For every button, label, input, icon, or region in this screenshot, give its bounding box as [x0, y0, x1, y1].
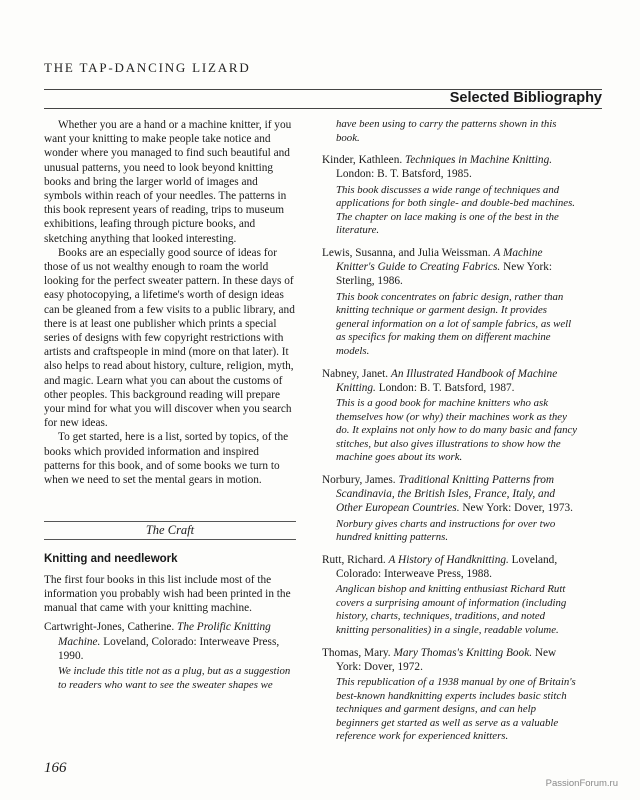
bib-title: Mary Thomas's Knitting Book.	[393, 646, 533, 659]
bib-citation	[44, 620, 296, 663]
bib-title: Techniques in Machine Knitting.	[405, 154, 553, 167]
bib-entry	[322, 553, 578, 638]
bib-note: This book discusses a wide range of techniques and applications for both single- and double-bed machines. The chapter on lace making is one of the best in the literature.	[336, 183, 576, 237]
craft-title: The Craft	[44, 522, 296, 540]
bib-citation	[322, 553, 578, 581]
bib-entry	[322, 473, 578, 545]
intro	[44, 118, 296, 487]
page-number: 166	[44, 760, 67, 776]
bib-note: We include this title not as a plug, but as a suggestion to readers who want to see the sweater shapes we	[58, 664, 291, 691]
bib-entry	[322, 153, 578, 238]
bib-publisher: Loveland, Colorado: Interweave Press, 1988.	[336, 553, 558, 580]
craft-lead: The first four books in this list include most of the information you probably wish had been printed in the manual that came with your knitting machine.	[44, 573, 291, 615]
bib-publisher: Loveland, Colorado: Interweave Press, 1990.	[58, 635, 280, 662]
bib-title: Traditional Knitting Patterns from Scandinavia, the British Isles, France, Italy, and Other European Countries.	[336, 473, 555, 515]
bib-citation	[322, 246, 578, 289]
bib-publisher: New York: Dover, 1973.	[462, 502, 573, 515]
bib-note: This book concentrates on fabric design, rather than knitting technique or garment design. It provides general information on a lot of sample fabrics, as well as specifics for making them on different machine models.	[336, 290, 572, 357]
intro-paragraph: Whether you are a hand or a machine knitter, if you want your knitting to make people take notice and wonder where you managed to find such beautiful and unusual patterns, you need to look beyond knitting books and bring the larger world of images and symbols within reach of your needles. The patterns in this book represent years of reading, trips to museum exhibitions, leafing through picture books, and sketching anything that looked interesting.	[44, 119, 292, 245]
bib-entry	[322, 367, 578, 465]
bib-note: Norbury gives charts and instructions for over two hundred knitting patterns.	[336, 517, 556, 544]
bib-entry	[322, 646, 578, 744]
bib-note: Anglican bishop and knitting enthusiast Richard Rutt covers a surprising amount of information (including history, charts, techniques, traditions, and noted knitting personalities) in a single, readable volume.	[336, 583, 567, 636]
bib-note-continuation: have been using to carry the patterns shown in this book.	[336, 118, 557, 144]
bib-author: Thomas, Mary.	[322, 646, 391, 659]
bib-author: Nabney, Janet.	[322, 367, 389, 380]
bib-entry	[44, 620, 296, 692]
section-heading: Selected Bibliography	[449, 90, 602, 106]
intro-paragraph: To get started, here is a list, sorted by topics, of the books which provided information and inspired patterns for this book, and of some books we turn to when we need to set the mental gears in motion.	[44, 431, 289, 487]
bib-author: Rutt, Richard.	[322, 553, 386, 566]
bib-title: The Prolific Knitting Machine.	[58, 621, 271, 648]
bib-citation	[322, 646, 578, 674]
bib-publisher: London: B. T. Batsford, 1985.	[336, 168, 472, 181]
bib-author: Kinder, Kathleen.	[322, 154, 403, 167]
bib-citation	[322, 473, 578, 516]
bib-publisher: London: B. T. Batsford, 1987.	[378, 381, 515, 394]
bib-entry	[322, 246, 578, 359]
bib-title: An Illustrated Handbook of Machine Knitting.	[336, 367, 558, 394]
bib-publisher: New York: Dover, 1972.	[336, 646, 557, 673]
bib-note: This is a good book for machine knitters who ask themselves how (or why) their machines work as they do. It explains not only how to do many basic and fancy stitches, but also gives illustrations to show how the machine goes about its work.	[336, 396, 578, 464]
bib-author: Cartwright-Jones, Catherine.	[44, 621, 175, 634]
left-column	[44, 118, 296, 692]
bib-title: A Machine Knitter's Guide to Creating Fabrics.	[336, 246, 543, 274]
bib-citation	[322, 153, 578, 181]
bib-publisher: New York: Sterling, 1986.	[336, 261, 553, 288]
right-column	[322, 118, 578, 744]
heading-rule	[44, 108, 602, 109]
bib-title: A History of Handknitting.	[388, 553, 509, 566]
watermark: PassionForum.ru	[545, 778, 618, 789]
bib-author: Norbury, James.	[322, 473, 396, 486]
running-head: THE TAP-DANCING LIZARD	[44, 60, 251, 75]
bib-citation	[322, 367, 578, 395]
bib-author: Lewis, Susanna, and Julia Weissman.	[322, 246, 491, 259]
intro-paragraph: Books are an especially good source of ideas for those of us not wealthy enough to roam the world looking for the perfect sweater pattern. In these days of easy photocopying, a lifetime's worth of design ideas can be gleaned from a few visits to a public library, and there is at least one publisher which prints a special series of designs with few copyright restrictions with artists and craftspeople in mind (more on that later). It also helps to read about history, culture, religion, myth, and magic. Learn what you can about the customs of other peoples. This background reading will prepare your mind for what you will discover when you search for new ideas.	[44, 246, 295, 430]
bib-note: This republication of a 1938 manual by one of Britain's best-known handknitting experts includes basic stitch techniques and garment designs, and can help beginners get started as well as serve as a valuable reference work for experienced knitters.	[336, 675, 576, 743]
craft-section	[44, 521, 296, 692]
subheading-knitting: Knitting and needlework	[44, 553, 178, 566]
